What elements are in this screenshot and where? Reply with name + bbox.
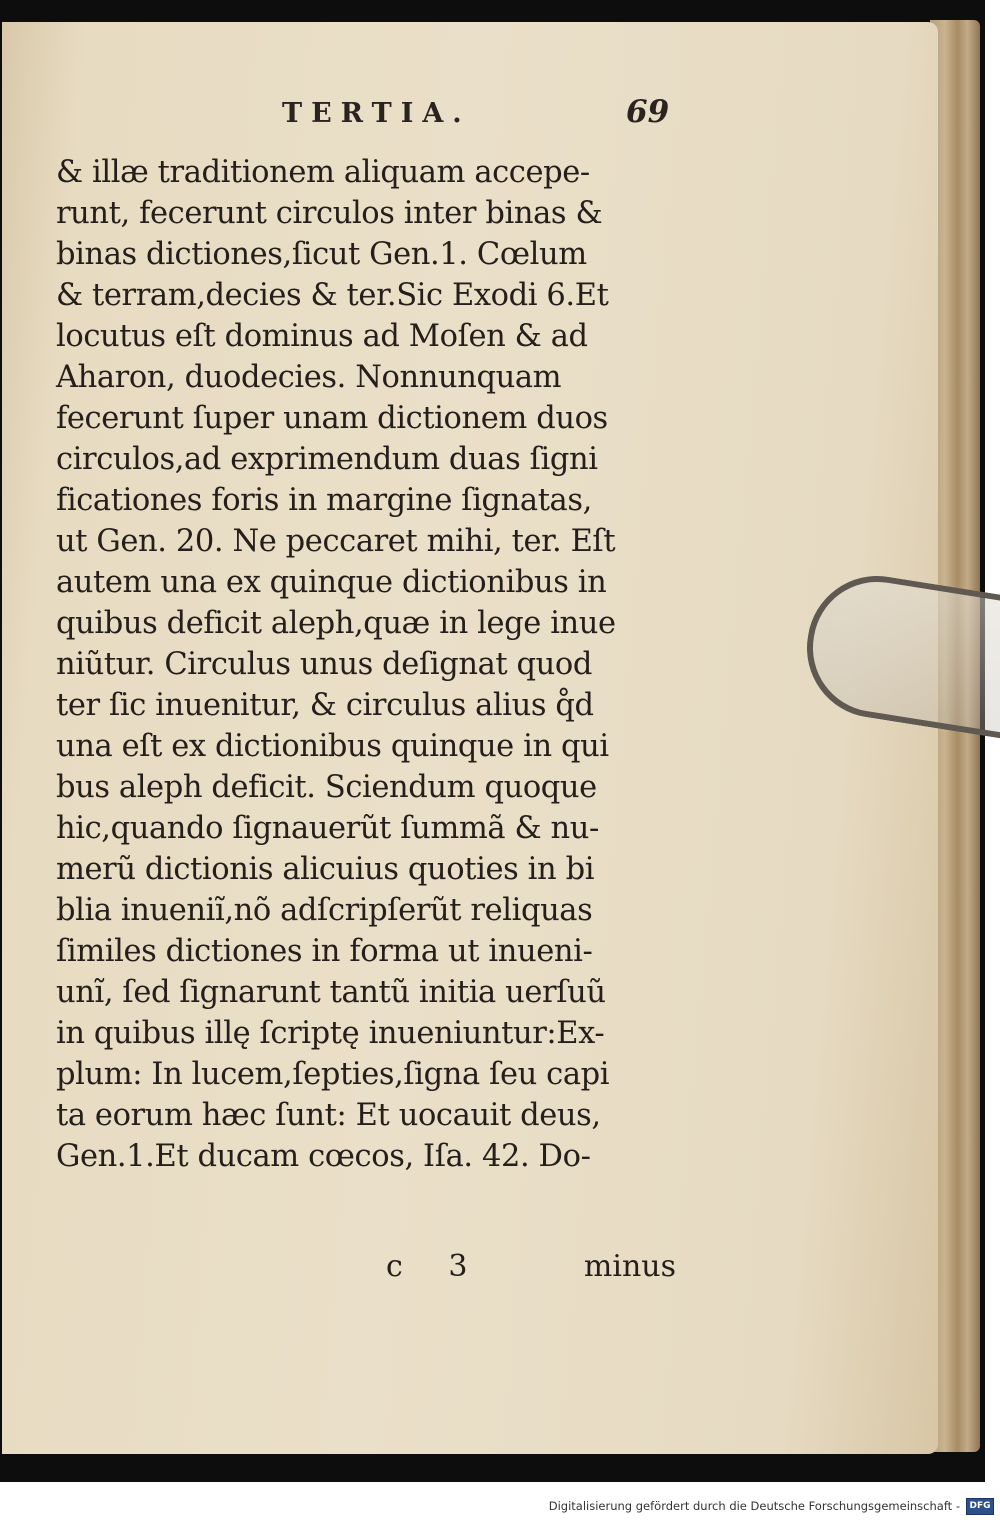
text-line: ficationes foris in margine ſignatas, bbox=[56, 483, 592, 518]
running-head: TERTIA. bbox=[282, 98, 471, 129]
page-foot bbox=[56, 1249, 676, 1289]
text-line: fecerunt ſuper unam dictionem duos bbox=[56, 401, 608, 436]
text-line: blia inueniĩ,nõ adſcripſerũt reliquas bbox=[56, 893, 593, 928]
footer-bar bbox=[0, 1496, 1000, 1522]
text-line: quibus deficit aleph,quæ in lege inue bbox=[56, 606, 616, 641]
text-line: circulos,ad exprimendum duas ſigni bbox=[56, 442, 598, 477]
text-line: ſimiles dictiones in forma ut inueni- bbox=[56, 934, 593, 969]
funding-credit: Digitalisierung gefördert durch die Deutsche Forschungsgemeinschaft - bbox=[548, 1499, 960, 1513]
text-line: hic,quando ſignauerũt ſummã & nu- bbox=[56, 811, 599, 846]
signature-mark: c 3 bbox=[386, 1249, 486, 1284]
text-line: una eſt ex dictionibus quinque in qui bbox=[56, 729, 609, 764]
text-line: merũ dictionis alicuius quoties in bi bbox=[56, 852, 595, 887]
page-number: 69 bbox=[626, 94, 670, 130]
text-line: ta eorum hæc ſunt: Et uocauit deus, bbox=[56, 1098, 601, 1133]
dfg-logo-icon[interactable] bbox=[966, 1498, 994, 1515]
text-body bbox=[56, 152, 676, 1177]
book-page bbox=[2, 22, 938, 1454]
text-line: niũtur. Circulus unus deſignat quod bbox=[56, 647, 592, 682]
catchword: minus bbox=[583, 1249, 676, 1284]
text-line: Aharon, duodecies. Nonnunquam bbox=[56, 360, 562, 395]
text-line: locutus eſt dominus ad Moſen & ad bbox=[56, 319, 588, 354]
text-line: in quibus illę ſcriptę inueniuntur:Ex- bbox=[56, 1016, 605, 1051]
text-line: & terram,decies & ter.Sic Exodi 6.Et bbox=[56, 278, 609, 313]
text-line: runt, fecerunt circulos inter binas & bbox=[56, 196, 603, 231]
text-line: Gen.1.Et ducam cœcos, Iſa. 42. Do- bbox=[56, 1139, 591, 1174]
text-line: autem una ex quinque dictionibus in bbox=[56, 565, 607, 600]
text-line: bus aleph deficit. Sciendum quoque bbox=[56, 770, 597, 805]
dfg-logo-label: DFG bbox=[969, 1501, 991, 1511]
text-line: unĩ, ſed ſignarunt tantũ initia uerſuũ bbox=[56, 975, 606, 1010]
text-line: plum: In lucem,ſepties,ſigna ſeu capi bbox=[56, 1057, 610, 1092]
text-line: ter ſic inuenitur, & circulus alius q̊d bbox=[56, 688, 594, 723]
text-line: ut Gen. 20. Ne peccaret mihi, ter. Eſt bbox=[56, 524, 616, 559]
text-line: binas dictiones,ſicut Gen.1. Cœlum bbox=[56, 237, 587, 272]
text-line: & illæ traditionem aliquam accepe- bbox=[56, 155, 590, 190]
